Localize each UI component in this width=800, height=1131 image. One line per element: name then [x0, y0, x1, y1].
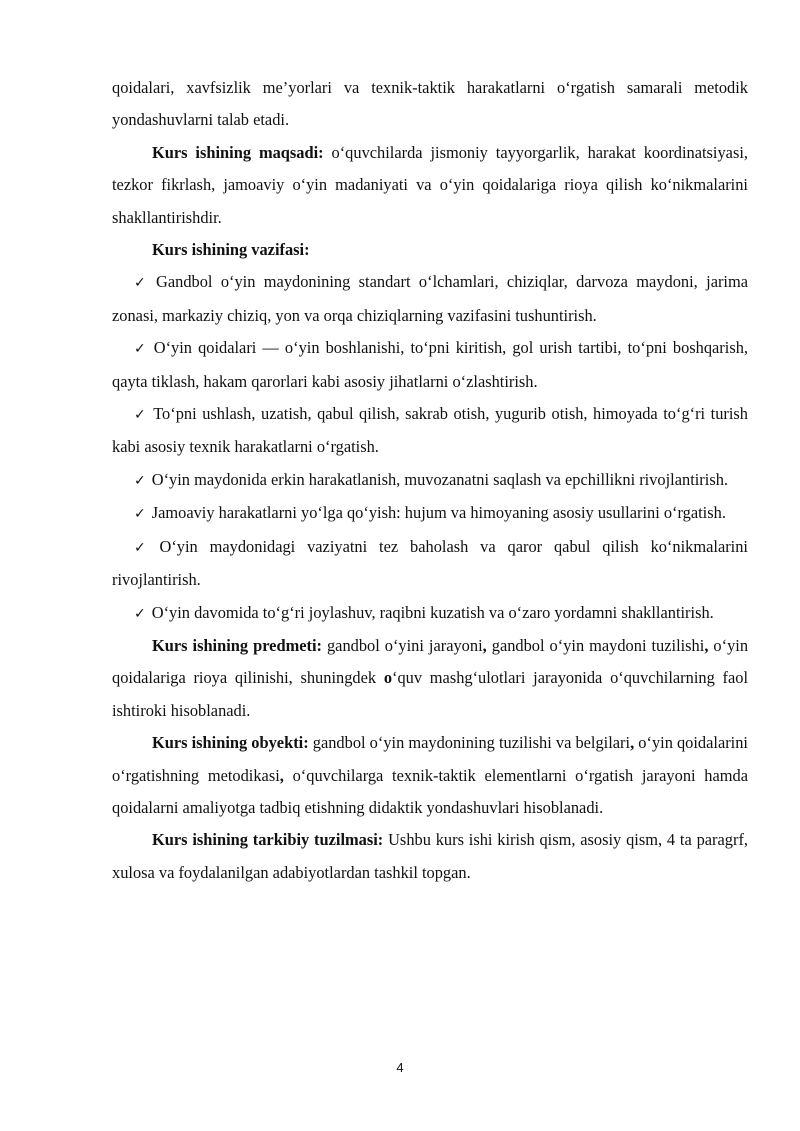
structure-paragraph	[112, 824, 748, 889]
task-item	[112, 464, 748, 497]
task-item	[112, 398, 748, 464]
object-label: Kurs ishining obyekti:	[152, 733, 309, 753]
task-text: Jamoaviy harakatlarni yo‘lga qo‘yish: hujum va himoyaning asosiy usullarini o‘rgatish.	[151, 503, 726, 523]
task-text: To‘pni ushlash, uzatish, qabul qilish, sakrab otish, yugurib otish, himoyada to‘g‘ri turish kabi asosiy texnik harakatlarni o‘rgatish.	[112, 404, 748, 457]
subject-label: Kurs ishining predmeti:	[152, 635, 322, 655]
checkmark-icon: ✓	[134, 275, 151, 292]
task-text: O‘yin maydonidagi vaziyatni tez baholash va qaror qabul qilish ko‘nikmalarini rivojlantirish.	[112, 536, 748, 590]
checkmark-icon: ✓	[134, 407, 148, 424]
intro-continuation: qoidalari, xavfsizlik me’yorlari va texnik-taktik harakatlarni o‘rgatish samarali metodik yondashuvlarni talab etadi.	[112, 78, 748, 130]
object-text-a: gandbol o‘yin maydonining tuzilishi va belgilari	[308, 733, 631, 753]
tasks-heading: Kurs ishining vazifasi:	[152, 240, 310, 260]
subject-text-a: gandbol o‘yini jarayoni	[321, 635, 483, 655]
document-page	[112, 72, 748, 889]
task-item	[112, 531, 748, 597]
checkmark-icon: ✓	[134, 341, 148, 358]
task-text: O‘yin maydonida erkin harakatlanish, muvozanatni saqlash va epchillikni rivojlantirish.	[151, 469, 728, 489]
checkmark-icon: ✓	[134, 472, 146, 489]
page-number: 4	[396, 1060, 404, 1075]
task-text: O‘yin davomida to‘g‘ri joylashuv, raqibni kuzatish va o‘zaro yordamni shakllantirish.	[151, 602, 714, 622]
object-text-c: o‘quvchilarga texnik-taktik elementlarni o‘rgatish jarayoni hamda qoidalarni amaliyotga tadbiq etishning didaktik yondashuvlari hisoblanadi.	[112, 765, 748, 817]
bold-comma: ,	[630, 733, 635, 753]
task-item	[112, 597, 748, 630]
bold-comma: ,	[482, 635, 487, 655]
subject-paragraph	[112, 630, 748, 727]
task-item	[112, 332, 748, 398]
subject-text-b: gandbol o‘yin maydoni tuzilishi	[486, 635, 705, 655]
purpose-label: Kurs ishining maqsadi:	[152, 142, 324, 162]
subject-text-c: o‘yin qoidalariga rioya qilinishi, shuningdek	[112, 635, 749, 688]
structure-text: Ushbu kurs ishi kirish qism, asosiy qism, 4 ta paragrf, xulosa va foydalanilgan adabiyotlardan tashkil topgan.	[112, 830, 748, 882]
structure-label: Kurs ishining tarkibiy tuzilmasi:	[152, 830, 384, 850]
task-text: Gandbol o‘yin maydonining standart o‘lchamlari, chiziqlar, darvoza maydoni, jarima zonasi, markaziy chiziq, yon va orqa chiziqlarning vazifasini tushuntirish.	[112, 272, 748, 325]
bold-comma: ,	[704, 635, 709, 655]
bold-comma: ,	[279, 765, 284, 785]
checkmark-icon: ✓	[134, 539, 154, 556]
purpose-text: o‘quvchilarda jismoniy tayyorgarlik, harakat koordinatsiyasi, tezkor fikrlash, jamoaviy o‘yin madaniyati va o‘yin qoidalariga rioya qilish ko‘nikmalarini shakllantirishdir.	[112, 142, 748, 227]
checkmark-icon: ✓	[134, 506, 146, 523]
task-item	[112, 266, 748, 332]
bold-letter: o	[383, 668, 393, 688]
object-text-b: o‘yin qoidalarini o‘rgatishning metodikasi	[112, 733, 748, 785]
purpose-paragraph	[112, 137, 748, 234]
subject-text-d: ‘quv mashg‘ulotlari jarayonida o‘quvchilarning faol ishtiroki hisoblanadi.	[112, 668, 748, 720]
object-paragraph	[112, 727, 748, 824]
task-text: O‘yin qoidalari — o‘yin boshlanishi, to‘pni kiritish, gol urish tartibi, to‘pni boshqarish, qayta tiklash, hakam qarorlari kabi asosiy jihatlarni o‘zlashtirish.	[112, 338, 748, 391]
task-item	[112, 497, 748, 530]
checkmark-icon: ✓	[134, 605, 146, 622]
